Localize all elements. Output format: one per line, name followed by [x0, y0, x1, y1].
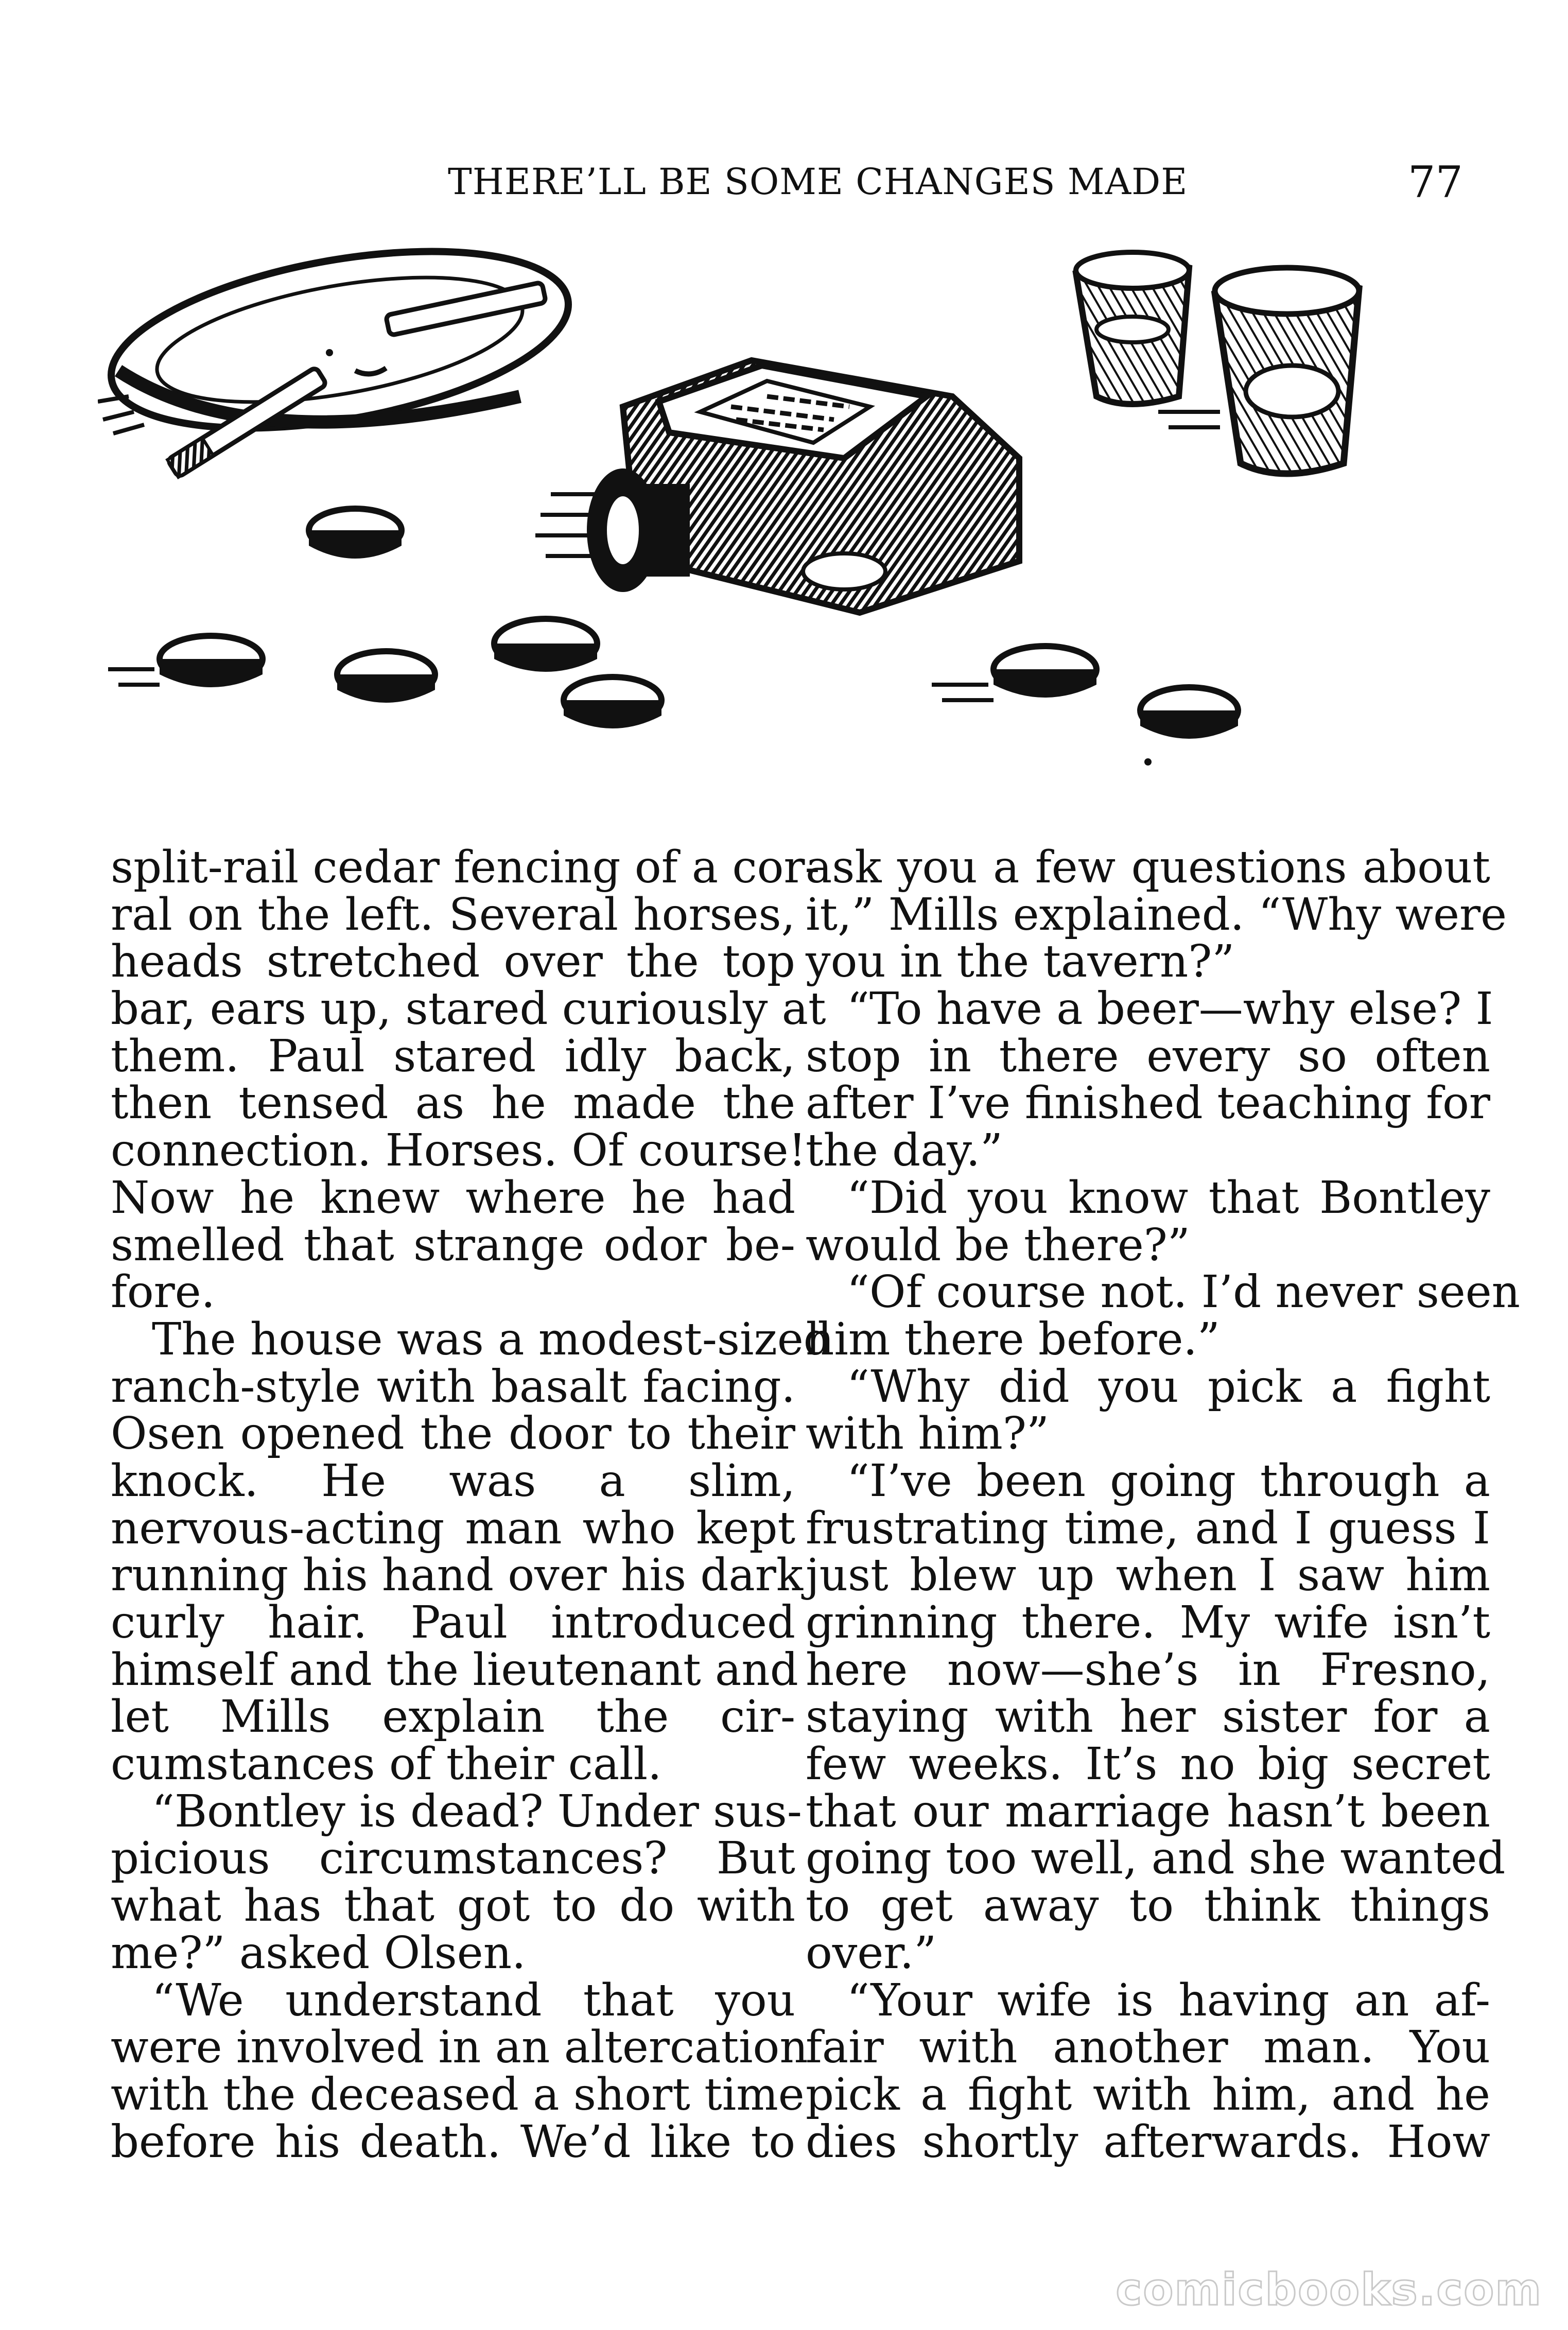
text-line: “Bontley is dead? Under sus-: [152, 1785, 802, 1837]
text-line: “Did you know that Bontley: [847, 1172, 1490, 1224]
glass-icon: [1076, 252, 1189, 404]
text-line: split-rail cedar fencing of a cor-: [111, 842, 820, 893]
text-line: staying with her sister for a: [806, 1691, 1490, 1743]
text-line: pick a fight with him, and he: [806, 2068, 1490, 2120]
text-line: fore.: [111, 1266, 215, 1318]
text-line: nervous-acting man who kept: [111, 1502, 795, 1554]
text-line: to get away to think things: [806, 1880, 1490, 1932]
text-line: Osen opened the door to their: [111, 1408, 795, 1460]
text-line: “To have a beer—why else? I: [847, 983, 1493, 1035]
text-line: picious circumstances? But: [111, 1833, 795, 1885]
text-line: dies shortly afterwards. How: [806, 2116, 1490, 2168]
text-line: “We understand that you: [152, 1974, 795, 2026]
poker-chip-icon: [564, 677, 661, 728]
text-line: “Why did you pick a fight: [847, 1361, 1490, 1413]
text-line: “I’ve been going through a: [847, 1455, 1490, 1507]
text-line: with him?”: [806, 1408, 1049, 1460]
liquor-bottle-icon: [535, 360, 1019, 613]
text-line: few weeks. It’s no big secret: [806, 1738, 1490, 1790]
text-line: would be there?”: [806, 1219, 1190, 1271]
text-line: heads stretched over the top: [111, 936, 795, 988]
text-line: The house was a modest-sized: [152, 1313, 832, 1365]
text-column-right: [806, 842, 1521, 2168]
text-line: “Of course not. I’d never seen: [847, 1266, 1521, 1318]
watermark-logo: comicbooks.com: [1116, 2264, 1542, 2316]
text-line: curly hair. Paul introduced: [111, 1597, 795, 1648]
poker-chip-icon: [309, 509, 402, 559]
text-line: himself and the lieutenant and: [111, 1644, 798, 1696]
text-line: ral on the left. Several horses,: [111, 889, 795, 941]
text-line: you in the tavern?”: [806, 936, 1235, 988]
text-line: let Mills explain the cir-: [111, 1691, 795, 1743]
still-life-illustration: [98, 242, 1498, 798]
text-line: just blew up when I saw him: [806, 1550, 1490, 1602]
text-line: going too well, and she wanted: [806, 1833, 1506, 1885]
text-line: bar, ears up, stared curiously at: [111, 983, 826, 1035]
running-head: THERE’LL BE SOME CHANGES MADE: [448, 161, 1188, 203]
poker-chip-icon: [108, 636, 263, 687]
text-line: were involved in an altercation: [111, 2022, 808, 2074]
text-line: ranch-style with basalt facing.: [111, 1361, 795, 1413]
text-line: with the deceased a short time: [111, 2068, 805, 2120]
text-line: here now—she’s in Fresno,: [806, 1644, 1490, 1696]
text-column-left: [111, 842, 832, 2168]
text-line: cumstances of their call.: [111, 1738, 662, 1790]
text-line: knock. He was a slim,: [111, 1455, 795, 1507]
text-line: me?” asked Olsen.: [111, 1927, 526, 1979]
text-line: grinning there. My wife isn’t: [806, 1597, 1490, 1648]
text-line: smelled that strange odor be-: [111, 1219, 795, 1271]
text-line: frustrating time, and I guess I: [806, 1502, 1490, 1554]
text-line: after I’ve finished teaching for: [806, 1077, 1490, 1129]
text-line: them. Paul stared idly back,: [111, 1030, 795, 1082]
text-line: stop in there every so often: [806, 1030, 1490, 1082]
text-line: before his death. We’d like to: [111, 2116, 795, 2168]
text-line: him there before.”: [806, 1313, 1220, 1365]
text-line: it,” Mills explained. “Why were: [806, 889, 1507, 941]
text-line: “Your wife is having an af-: [847, 1974, 1490, 2026]
text-line: the day.”: [806, 1125, 1003, 1177]
poker-chip-icon: [1140, 687, 1238, 766]
text-line: Now he knew where he had: [111, 1172, 795, 1224]
poker-chip-icon: [932, 646, 1096, 700]
text-line: that our marriage hasn’t been: [806, 1785, 1490, 1837]
page-number: 77: [1408, 157, 1463, 207]
text-line: running his hand over his dark: [111, 1550, 803, 1602]
poker-chip-icon: [337, 651, 435, 703]
poker-chip-icon: [494, 619, 597, 672]
text-line: then tensed as he made the: [111, 1077, 795, 1129]
text-line: connection. Horses. Of course!: [111, 1125, 807, 1177]
text-line: over.”: [806, 1927, 937, 1979]
text-line: what has that got to do with: [111, 1880, 795, 1932]
ashtray-icon: [98, 242, 582, 459]
text-line: fair with another man. You: [806, 2022, 1490, 2074]
text-line: ask you a few questions about: [806, 842, 1490, 893]
